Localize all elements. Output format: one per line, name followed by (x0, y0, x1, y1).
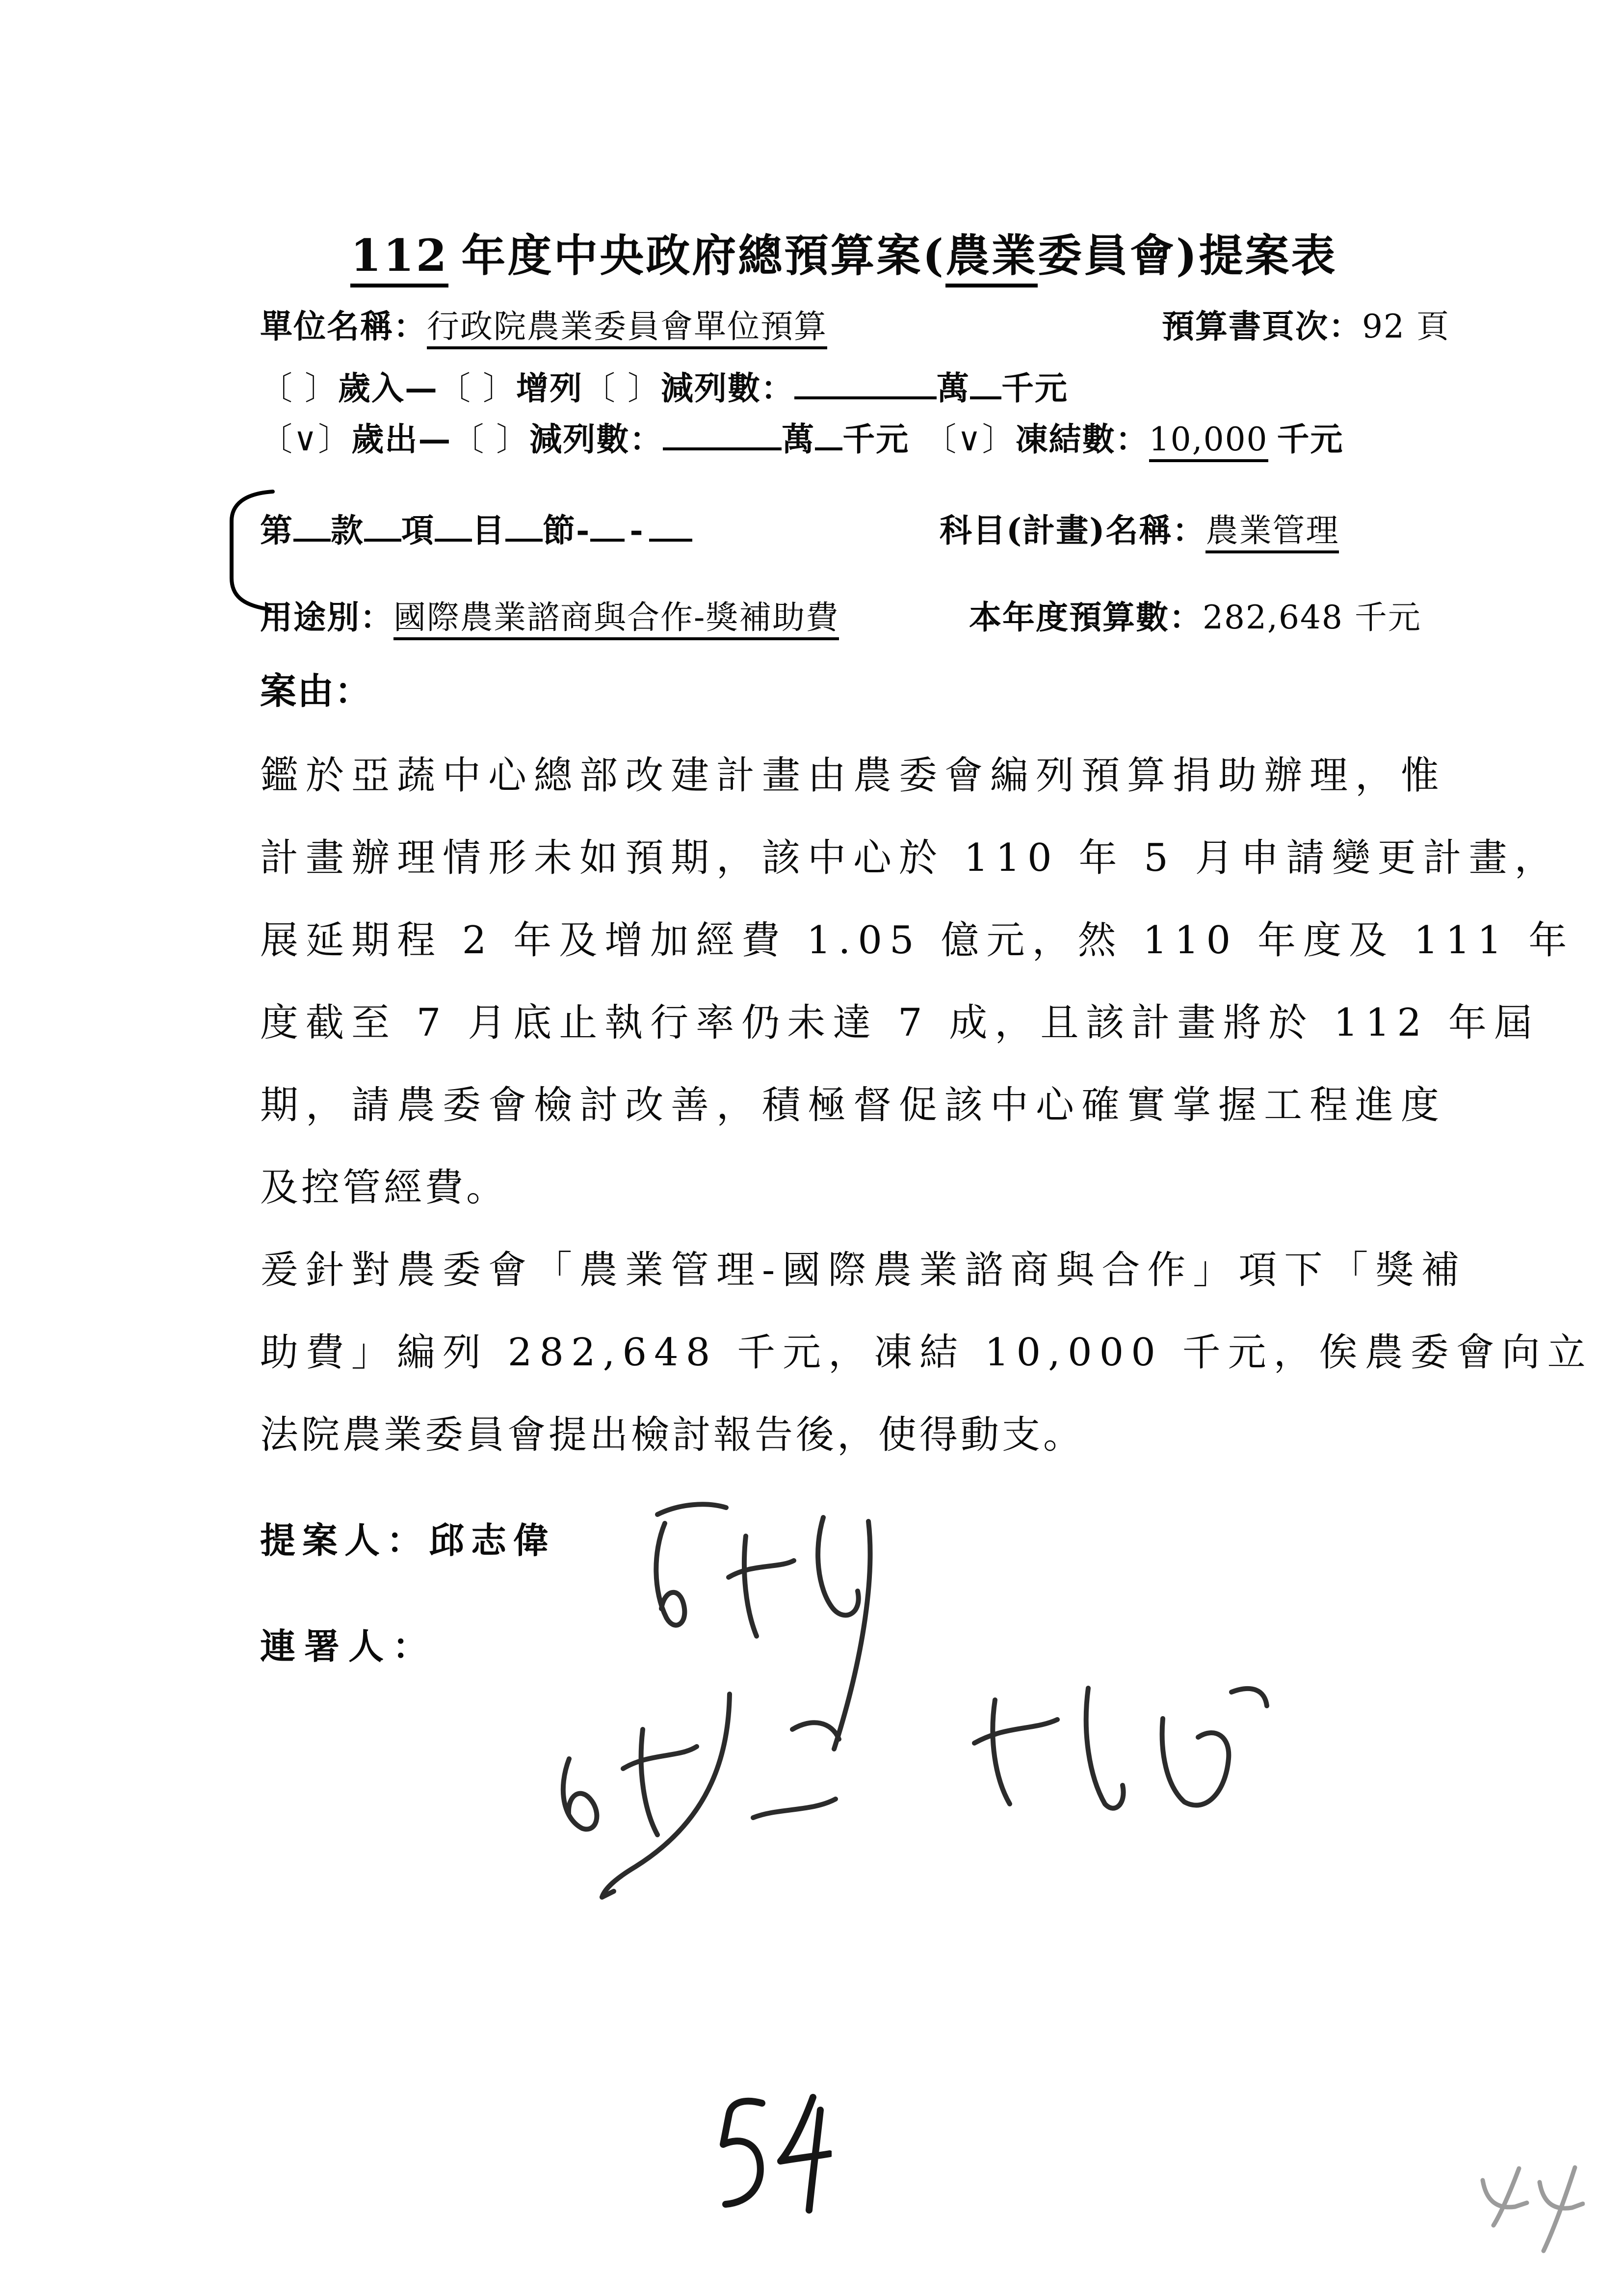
title-year: 112 (350, 230, 448, 287)
budget-page-value: 92 頁 (1362, 308, 1450, 345)
handwritten-page-number (699, 2087, 832, 2220)
qianyuan-unit-label: 千元 (1001, 369, 1068, 407)
section-di-label: 第 (260, 511, 293, 549)
usage-type-value: 國際農業諮商與合作-獎補助費 (393, 599, 839, 640)
revenue-checkbox-empty-icon: 〔 〕 (260, 369, 338, 407)
body-line: 助費」編列 282,648 千元，凍結 10,000 千元，俟農委會向立 (260, 1331, 1593, 1375)
expenditure-dash: — (418, 420, 452, 458)
blank-underline-sub1 (590, 510, 625, 542)
increase-label: 增列 (516, 369, 583, 407)
title-part1: 年度中央政府總預算案( (461, 230, 945, 282)
freeze-amount-label: 凍結數： (1015, 420, 1149, 458)
unit-name-row (260, 300, 827, 347)
decrease-amount-label: 減列數： (660, 369, 794, 407)
subject-name-group (940, 504, 1339, 551)
body-line: 展延期程 2 年及增加經費 1.05 億元，然 110 年度及 111 年 (260, 918, 1574, 963)
page-title (226, 220, 1462, 284)
blank-underline-qian (815, 418, 842, 450)
cosigner-signature-2 (957, 1661, 1271, 1837)
unit-name-label: 單位名稱： (260, 307, 427, 345)
annual-budget-group (969, 591, 1421, 638)
section-jie-label: 節 (543, 511, 576, 549)
expenditure-row (260, 413, 1344, 460)
usage-type-label: 用途別： (260, 598, 393, 636)
wan-unit-label: 萬 (782, 420, 815, 458)
unit-name-value: 行政院農業委員會單位預算 (427, 308, 827, 349)
proposer-label: 提案人： (260, 1519, 429, 1561)
freeze-amount-value: 10,000 (1149, 420, 1268, 462)
proposer-name: 邱志偉 (429, 1519, 556, 1561)
section-number-row (260, 504, 692, 551)
blank-underline-wan (663, 418, 782, 450)
body-line: 鑑於亞蔬中心總部改建計畫由農委會編列預算捐助辦理，惟 (260, 754, 1447, 798)
case-heading: 案由： (260, 670, 372, 712)
section-mu-label: 目 (472, 511, 505, 549)
decrease-checkbox-empty-icon: 〔 〕 (582, 369, 661, 407)
proposer-row (260, 1512, 555, 1563)
annual-budget-value: 282,648 千元 (1203, 599, 1421, 636)
budget-page-row (1162, 300, 1450, 347)
annual-budget-label: 本年度預算數： (969, 598, 1203, 636)
cosigner-label: 連署人： (260, 1625, 437, 1667)
increase-checkbox-empty-icon: 〔 〕 (438, 369, 516, 407)
body-line: 期，請農委會檢討改善，積極督促該中心確實掌握工程進度 (260, 1083, 1447, 1127)
section-hyphen-2: - (629, 511, 644, 549)
revenue-dash: — (404, 369, 438, 407)
blank-underline-xiang (364, 510, 401, 542)
subject-name-value: 農業管理 (1205, 512, 1339, 553)
qianyuan-unit-label: 千元 (842, 420, 910, 458)
subject-name-label: 科目(計畫)名稱： (940, 511, 1206, 549)
wan-unit-label: 萬 (936, 369, 970, 407)
section-xiang-label: 項 (401, 511, 435, 549)
blank-underline-wan (794, 367, 937, 399)
blank-underline-sub2 (649, 510, 692, 542)
title-part2: 委員會)提案表 (1037, 230, 1337, 282)
body-line: 法院農業委員會提出檢討報告後，使得動支。 (260, 1413, 1085, 1457)
handwritten-corner-number (1467, 2164, 1585, 2257)
blank-underline-qian (970, 367, 1001, 399)
section-hyphen: - (576, 511, 591, 549)
freeze-unit-label: 千元 (1277, 420, 1344, 458)
revenue-label: 歲入 (338, 369, 405, 407)
expenditure-label: 歲出 (351, 420, 419, 458)
blank-underline-mu (435, 510, 472, 542)
revenue-row (260, 362, 1068, 409)
expenditure-decrease-label: 減列數： (529, 420, 663, 458)
section-kuan-label: 款 (331, 511, 364, 549)
body-line: 爰針對農委會「農業管理-國際農業諮商與合作」項下「獎補 (260, 1248, 1467, 1292)
expenditure-checkbox-checked-icon: 〔∨〕 (260, 420, 352, 458)
title-org-underlined: 農業 (945, 230, 1038, 287)
budget-page-label: 預算書頁次： (1162, 307, 1362, 345)
usage-row (260, 591, 839, 638)
blank-underline-jie (505, 510, 543, 542)
cosigner-signature-1 (518, 1670, 851, 1916)
blank-underline-kuan (293, 510, 331, 542)
expenditure-decrease-checkbox-empty-icon: 〔 〕 (451, 420, 530, 458)
body-line: 計畫辦理情形未如預期，該中心於 110 年 5 月申請變更計畫， (260, 836, 1560, 880)
body-line: 度截至 7 月底止執行率仍未達 7 成，且該計畫將於 112 年屆 (260, 1001, 1540, 1045)
freeze-checkbox-checked-icon: 〔∨〕 (924, 420, 1016, 458)
body-line: 及控管經費。 (260, 1166, 508, 1210)
